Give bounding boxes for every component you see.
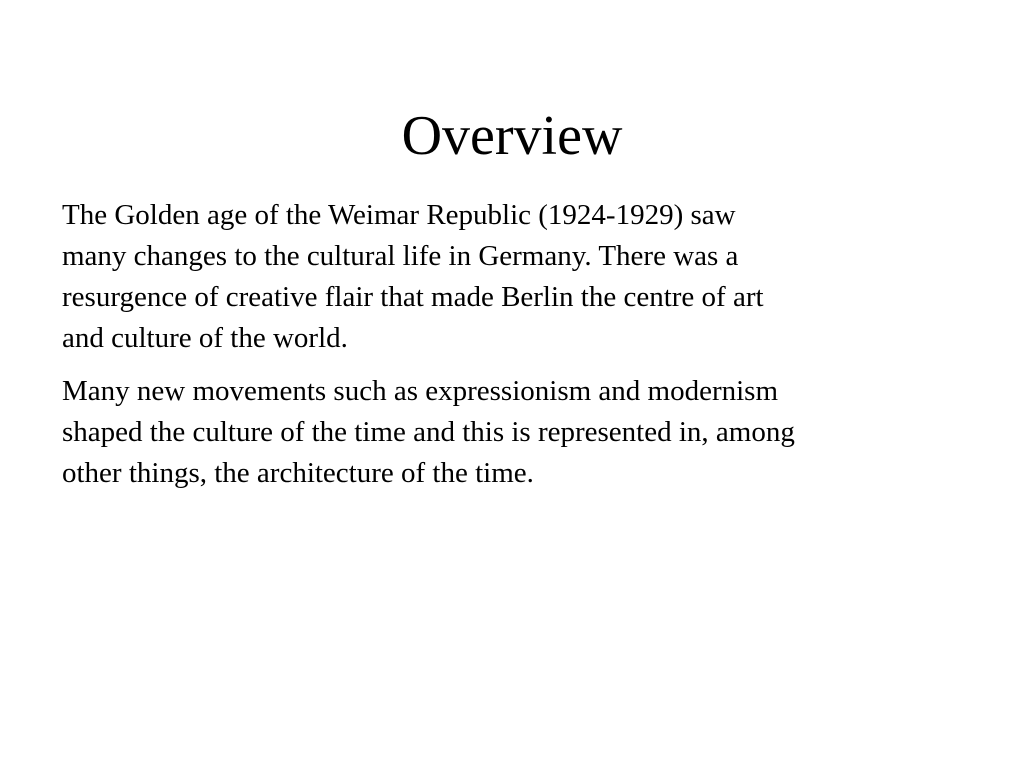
text-line: and culture of the world. <box>62 322 348 354</box>
slide-body <box>62 195 942 506</box>
text-line: Many new movements such as expressionism and modernism <box>62 375 779 407</box>
paragraph-movements <box>62 371 942 494</box>
text-line: resurgence of creative flair that made Berlin the centre of art <box>62 281 764 313</box>
paragraph-weimar-golden-age <box>62 195 942 359</box>
text-line: many changes to the cultural life in Germany. There was a <box>62 240 739 272</box>
slide-title: Overview <box>401 105 623 167</box>
text-line: shaped the culture of the time and this is represented in, among <box>62 416 795 448</box>
text-line: The Golden age of the Weimar Republic (1924-1929) saw <box>62 199 736 231</box>
text-line: other things, the architecture of the time. <box>62 457 534 489</box>
